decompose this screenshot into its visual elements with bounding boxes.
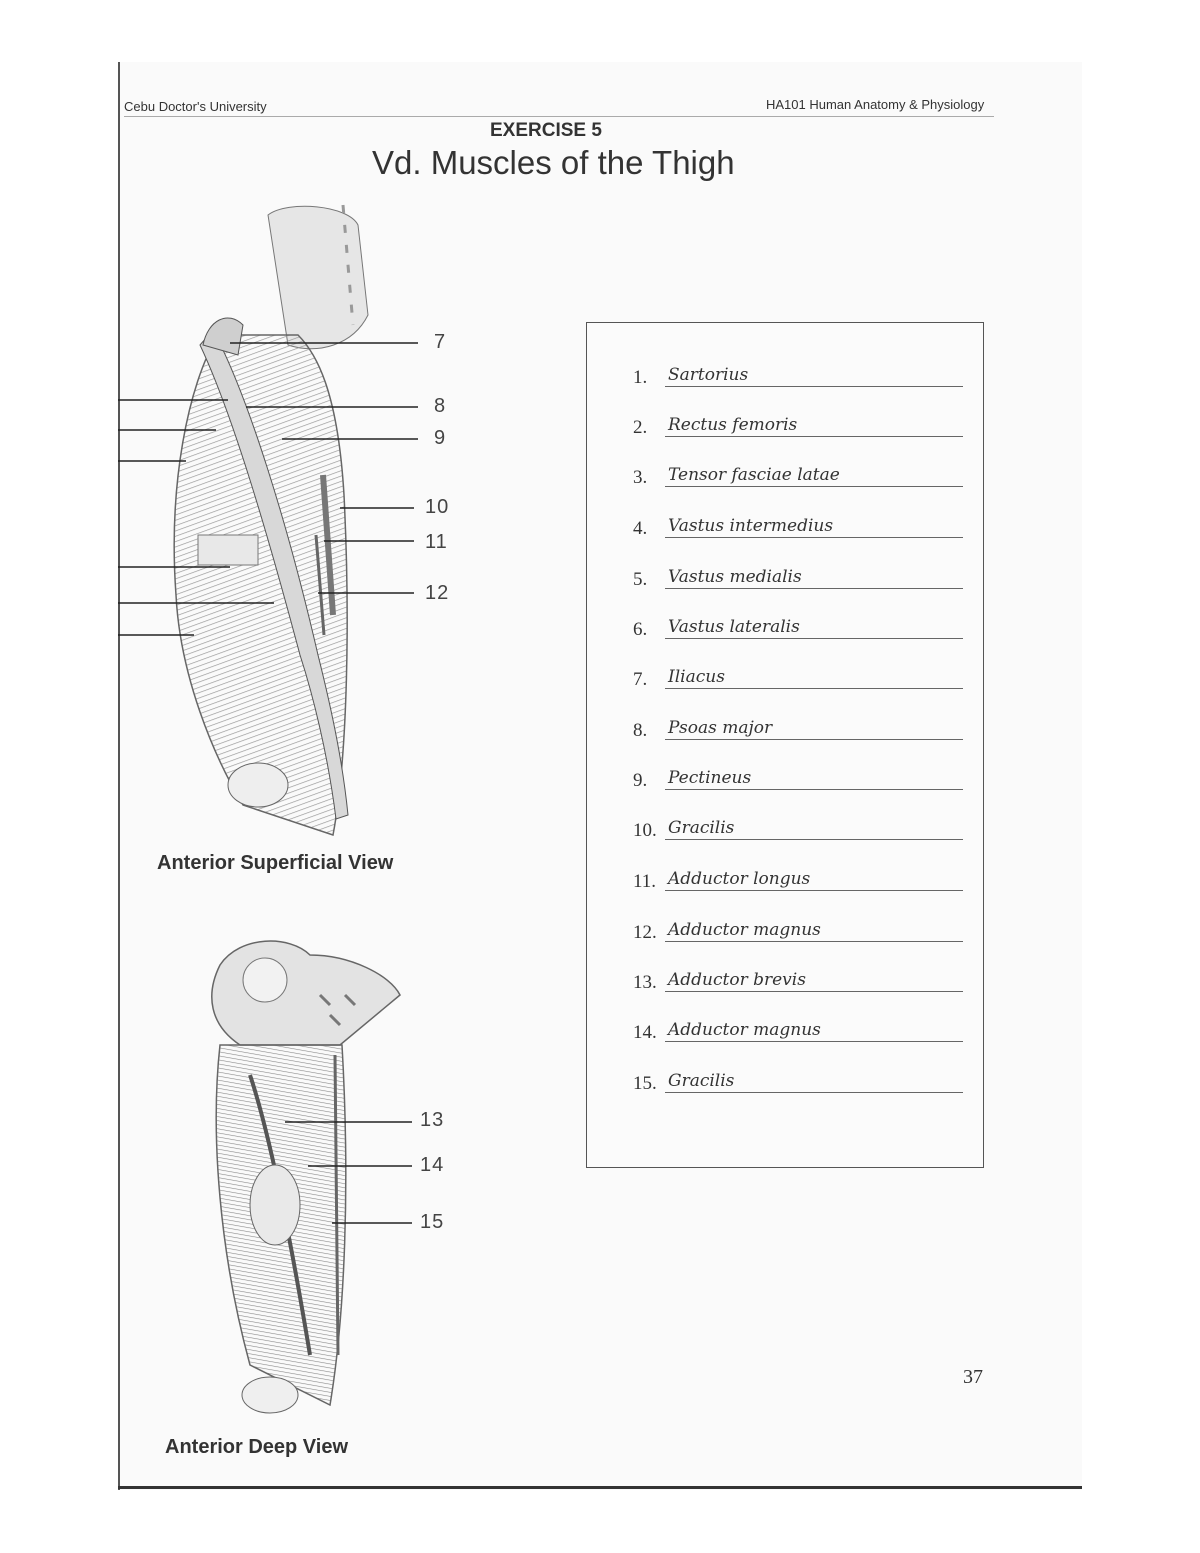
answer-number: 7. <box>633 669 648 690</box>
answer-text[interactable]: Psoas major <box>668 718 773 738</box>
answer-number: 3. <box>633 467 648 488</box>
answer-number: 12. <box>633 922 657 943</box>
answer-number: 15. <box>633 1073 657 1094</box>
answer-text[interactable]: Tensor fasciae latae <box>668 465 840 485</box>
answer-number: 10. <box>633 820 657 841</box>
callout-label: 15 <box>420 1211 445 1233</box>
header-divider <box>124 116 994 117</box>
answer-line <box>665 1092 963 1093</box>
callout-label: 8 <box>434 395 447 417</box>
answer-line <box>665 839 963 840</box>
answer-line <box>665 991 963 992</box>
answer-line <box>665 1041 963 1042</box>
anterior-deep-illustration <box>180 935 420 1425</box>
answer-number: 4. <box>633 518 648 539</box>
figure-caption: Anterior Deep View <box>165 1436 349 1458</box>
anterior-superficial-illustration <box>118 195 418 845</box>
answer-line <box>665 739 963 740</box>
answer-row <box>633 810 963 840</box>
answer-row <box>633 1063 963 1093</box>
answer-line <box>665 436 963 437</box>
answer-number: 8. <box>633 720 648 741</box>
answer-number: 14. <box>633 1022 657 1043</box>
answer-text[interactable]: Pectineus <box>668 768 752 788</box>
header-course: HA101 Human Anatomy & Physiology <box>766 97 985 112</box>
answer-number: 6. <box>633 619 648 640</box>
answer-text[interactable]: Adductor longus <box>668 869 811 889</box>
answer-number: 5. <box>633 569 648 590</box>
callout-label: 13 <box>420 1109 445 1131</box>
answer-box <box>586 322 984 1168</box>
answer-row <box>633 357 963 387</box>
answer-row <box>633 1012 963 1042</box>
answer-line <box>665 588 963 589</box>
answer-text[interactable]: Adductor magnus <box>668 920 821 940</box>
answer-row <box>633 457 963 487</box>
answer-line <box>665 789 963 790</box>
answer-row <box>633 659 963 689</box>
callout-label: 14 <box>420 1154 445 1176</box>
answer-number: 2. <box>633 417 648 438</box>
answer-line <box>665 941 963 942</box>
answer-row <box>633 559 963 589</box>
answer-line <box>665 486 963 487</box>
callout-label: 9 <box>434 427 447 449</box>
answer-number: 13. <box>633 972 657 993</box>
answer-text[interactable]: Vastus lateralis <box>668 617 800 637</box>
callout-label: 10 <box>425 496 450 518</box>
answer-line <box>665 386 963 387</box>
answer-row <box>633 962 963 992</box>
exercise-label: EXERCISE 5 <box>490 120 602 141</box>
answer-text[interactable]: Rectus femoris <box>668 415 798 435</box>
answer-number: 11. <box>633 871 657 892</box>
answer-text[interactable]: Vastus intermedius <box>668 516 834 536</box>
page-title: Vd. Muscles of the Thigh <box>372 144 735 181</box>
answer-text[interactable]: Vastus medialis <box>668 567 802 587</box>
page-number: 37 <box>963 1366 983 1388</box>
answer-line <box>665 890 963 891</box>
page-edge <box>118 1486 1082 1489</box>
answer-row <box>633 508 963 538</box>
answer-number: 1. <box>633 367 648 388</box>
answer-row <box>633 861 963 891</box>
answer-text[interactable]: Gracilis <box>668 818 735 838</box>
answer-line <box>665 688 963 689</box>
answer-text[interactable]: Sartorius <box>668 365 749 385</box>
answer-row <box>633 912 963 942</box>
answer-row <box>633 760 963 790</box>
answer-text[interactable]: Iliacus <box>668 667 725 687</box>
answer-line <box>665 537 963 538</box>
answer-text[interactable]: Gracilis <box>668 1071 735 1091</box>
answer-row <box>633 609 963 639</box>
figure-caption: Anterior Superficial View <box>157 852 394 874</box>
callout-label: 11 <box>425 531 448 553</box>
answer-text[interactable]: Adductor brevis <box>668 970 806 990</box>
answer-text[interactable]: Adductor magnus <box>668 1020 821 1040</box>
callout-label: 12 <box>425 582 450 604</box>
answer-row <box>633 710 963 740</box>
header-institution: Cebu Doctor's University <box>124 99 267 114</box>
callout-label: 7 <box>434 331 447 353</box>
answer-line <box>665 638 963 639</box>
answer-number: 9. <box>633 770 648 791</box>
answer-row <box>633 407 963 437</box>
